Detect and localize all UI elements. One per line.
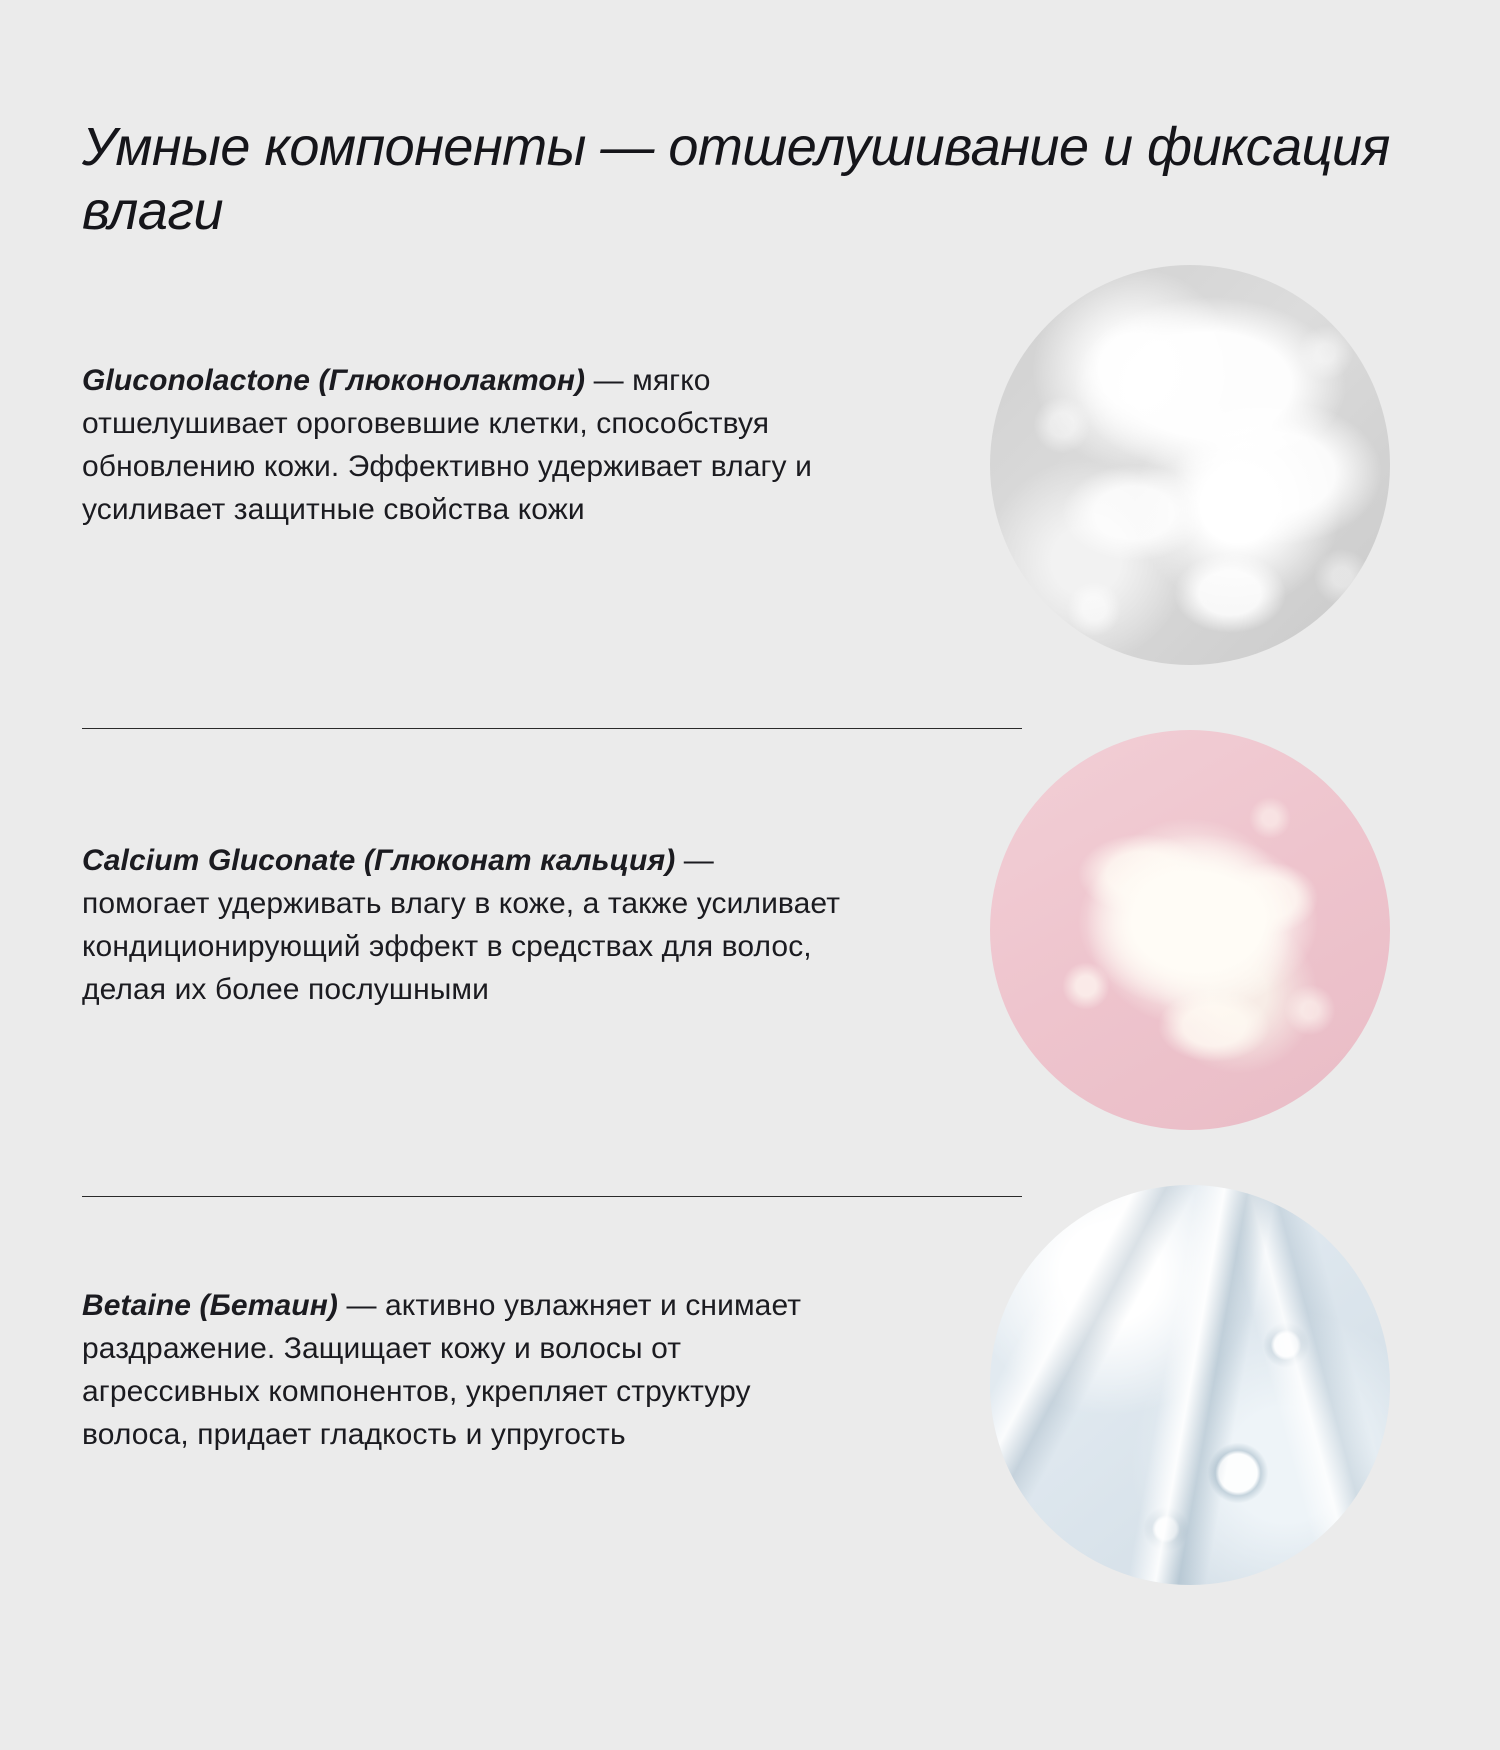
ingredient-description-2: — помогает удерживать влагу в коже, а также усиливает кондиционирующий эффект в средствах для волос, делая их более послушными <box>82 844 841 1006</box>
ingredient-name-1: Gluconolactone (Глюконолактон) <box>82 364 586 397</box>
ingredient-description-1: — мягко отшелушивает ороговевшие клетки, способствуя обновлению кожи. Эффективно удерживает влагу и усиливает защитные свойства кожи <box>82 364 812 526</box>
page-title: Умные компоненты — отшелушивание и фиксация влаги <box>82 117 1390 241</box>
ingredient-name-3: Betaine (Бетаин) <box>82 1289 339 1322</box>
white-powder-photo <box>990 265 1390 665</box>
ingredient-text-1 <box>82 360 842 532</box>
powder-texture-decoration <box>990 265 1390 665</box>
gel-texture-decoration <box>990 1185 1390 1585</box>
ingredient-description-3: — активно увлажняет и снимает раздражение. Защищает кожу и волосы от агрессивных компонентов, укрепляет структуру волоса, придает гладкость и упругость <box>82 1289 802 1451</box>
pink-powder-photo <box>990 730 1390 1130</box>
ingredient-name-2: Calcium Gluconate (Глюконат кальция) <box>82 844 676 877</box>
clear-gel-photo <box>990 1185 1390 1585</box>
section-divider-2 <box>82 1196 1022 1197</box>
ingredient-text-3 <box>82 1285 842 1457</box>
section-divider-1 <box>82 728 1022 729</box>
powder-texture-decoration <box>990 730 1390 1130</box>
ingredient-text-2 <box>82 840 842 1012</box>
